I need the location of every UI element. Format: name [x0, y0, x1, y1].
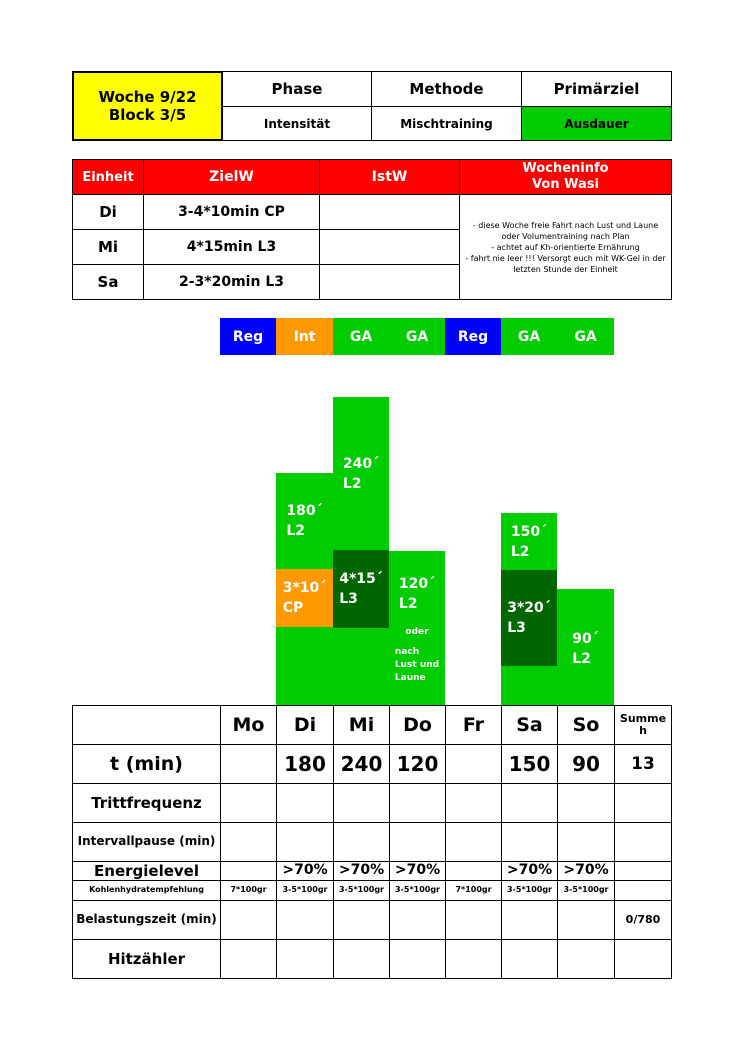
cell-interval-mi — [333, 822, 390, 862]
bar-sa — [501, 513, 557, 705]
cell-load-do — [389, 900, 446, 940]
sum-carbs — [614, 880, 672, 901]
cell-interval-fr — [445, 822, 502, 862]
method-value: Mischtraining — [371, 106, 522, 141]
sum-header: Summe h — [614, 705, 672, 745]
plan-header-info: Wocheninfo Von Wasi — [459, 159, 672, 195]
cell-time-fr — [445, 744, 502, 784]
zone-di: Int — [276, 318, 333, 355]
cell-time-sa: 150 — [501, 744, 558, 784]
cell-time-do: 120 — [389, 744, 446, 784]
row-label-carbs: Kohlenhydratempfehlung — [72, 880, 221, 901]
row-label-cadence: Trittfrequenz — [72, 783, 221, 823]
phase-value: Intensität — [222, 106, 372, 141]
zone-mi: GA — [333, 318, 389, 355]
row-label-energy: Energielevel — [72, 861, 221, 881]
zone-so: GA — [557, 318, 614, 355]
cell-carbs-do: 3-5*100gr — [389, 880, 446, 901]
cell-energy-mo — [220, 861, 277, 881]
zone-sa: GA — [501, 318, 557, 355]
plan-row-actual — [319, 229, 460, 265]
bar-so-top-label: 90´ L2 — [572, 631, 599, 667]
cell-energy-mi: >70% — [333, 861, 390, 881]
day-header-fr: Fr — [445, 705, 502, 745]
bar-sa-interval: 3*20´ L3 — [501, 570, 557, 666]
cell-cadence-do — [389, 783, 446, 823]
zone-do: GA — [389, 318, 445, 355]
row-label-interval: Intervallpause (min) — [72, 822, 221, 862]
cell-hits-do — [389, 939, 446, 979]
cell-hits-sa — [501, 939, 558, 979]
cell-cadence-mi — [333, 783, 390, 823]
plan-row-target: 2-3*20min L3 — [143, 264, 320, 300]
cell-hits-fr — [445, 939, 502, 979]
sum-time: 13 — [614, 744, 672, 784]
day-header-sa: Sa — [501, 705, 558, 745]
bar-so — [557, 589, 614, 705]
zone-fr: Reg — [445, 318, 501, 355]
plan-row-day: Sa — [72, 264, 144, 300]
cell-load-di — [276, 900, 334, 940]
cell-interval-mo — [220, 822, 277, 862]
block-label: Block 3/5 — [108, 106, 187, 124]
cell-cadence-sa — [501, 783, 558, 823]
cell-carbs-di: 3-5*100gr — [276, 880, 334, 901]
row-label-hits: Hitzähler — [72, 939, 221, 979]
cell-carbs-fr: 7*100gr — [445, 880, 502, 901]
table-corner — [72, 705, 221, 745]
plan-row-target: 3-4*10min CP — [143, 194, 320, 230]
method-header: Methode — [371, 71, 522, 107]
bar-di — [276, 473, 333, 705]
sum-load: 0/780 — [614, 900, 672, 940]
cell-time-di: 180 — [276, 744, 334, 784]
cell-cadence-fr — [445, 783, 502, 823]
plan-header-unit: Einheit — [72, 159, 144, 195]
bar-do — [389, 551, 445, 705]
week-block-cell — [72, 71, 223, 141]
cell-carbs-mo: 7*100gr — [220, 880, 277, 901]
cell-load-mo — [220, 900, 277, 940]
cell-cadence-mo — [220, 783, 277, 823]
cell-interval-sa — [501, 822, 558, 862]
plan-row-day: Di — [72, 194, 144, 230]
cell-time-mi: 240 — [333, 744, 390, 784]
bar-mi-interval: 4*15´ L3 — [333, 550, 389, 628]
cell-interval-do — [389, 822, 446, 862]
cell-time-mo — [220, 744, 277, 784]
cell-hits-so — [557, 939, 615, 979]
row-label-time: t (min) — [72, 744, 221, 784]
plan-row-actual — [319, 194, 460, 230]
day-header-do: Do — [389, 705, 446, 745]
sum-energy — [614, 861, 672, 881]
cell-load-so — [557, 900, 615, 940]
day-header-so: So — [557, 705, 615, 745]
bar-do-note-or: oder — [405, 627, 429, 637]
plan-row-target: 4*15min L3 — [143, 229, 320, 265]
bar-do-note-mood: nach Lust und Laune — [394, 646, 440, 683]
sum-hits — [614, 939, 672, 979]
cell-load-sa — [501, 900, 558, 940]
cell-carbs-mi: 3-5*100gr — [333, 880, 390, 901]
weekly-info-text: - diese Woche freie Fahrt nach Lust und Laune oder Volumentraining nach Plan - achtet auf Kh-orientierte Ernährung - fahrt nie leer !!! Versorgt euch mit WK-Gel in der letzten Stunde der Einheit — [459, 194, 672, 300]
cell-energy-so: >70% — [557, 861, 615, 881]
sum-cadence — [614, 783, 672, 823]
cell-carbs-so: 3-5*100gr — [557, 880, 615, 901]
bar-sa-top-label: 150´ L2 — [510, 523, 548, 560]
week-label: Woche 9/22 — [98, 88, 197, 106]
sum-interval — [614, 822, 672, 862]
phase-header: Phase — [222, 71, 372, 107]
cell-energy-di: >70% — [276, 861, 334, 881]
cell-hits-mi — [333, 939, 390, 979]
cell-interval-di — [276, 822, 334, 862]
day-header-mi: Mi — [333, 705, 390, 745]
primary-goal-header: Primärziel — [521, 71, 672, 107]
cell-load-fr — [445, 900, 502, 940]
bar-di-top-label: 180´ L2 — [286, 503, 323, 539]
bar-mi-top-label: 240´ L2 — [342, 455, 380, 492]
cell-carbs-sa: 3-5*100gr — [501, 880, 558, 901]
plan-header-target: ZielW — [143, 159, 320, 195]
cell-hits-di — [276, 939, 334, 979]
cell-hits-mo — [220, 939, 277, 979]
cell-time-so: 90 — [557, 744, 615, 784]
cell-cadence-di — [276, 783, 334, 823]
cell-interval-so — [557, 822, 615, 862]
cell-energy-do: >70% — [389, 861, 446, 881]
primary-goal-value: Ausdauer — [521, 106, 672, 141]
bar-mi — [333, 397, 389, 705]
plan-row-day: Mi — [72, 229, 144, 265]
bar-do-top-label: 120´ L2 — [398, 576, 436, 612]
row-label-load: Belastungszeit (min) — [72, 900, 221, 940]
bar-di-interval: 3*10´ CP — [276, 569, 333, 627]
cell-load-mi — [333, 900, 390, 940]
plan-header-actual: IstW — [319, 159, 460, 195]
cell-energy-sa: >70% — [501, 861, 558, 881]
plan-row-actual — [319, 264, 460, 300]
day-header-mo: Mo — [220, 705, 277, 745]
cell-energy-fr — [445, 861, 502, 881]
cell-cadence-so — [557, 783, 615, 823]
zone-mo: Reg — [220, 318, 276, 355]
day-header-di: Di — [276, 705, 334, 745]
